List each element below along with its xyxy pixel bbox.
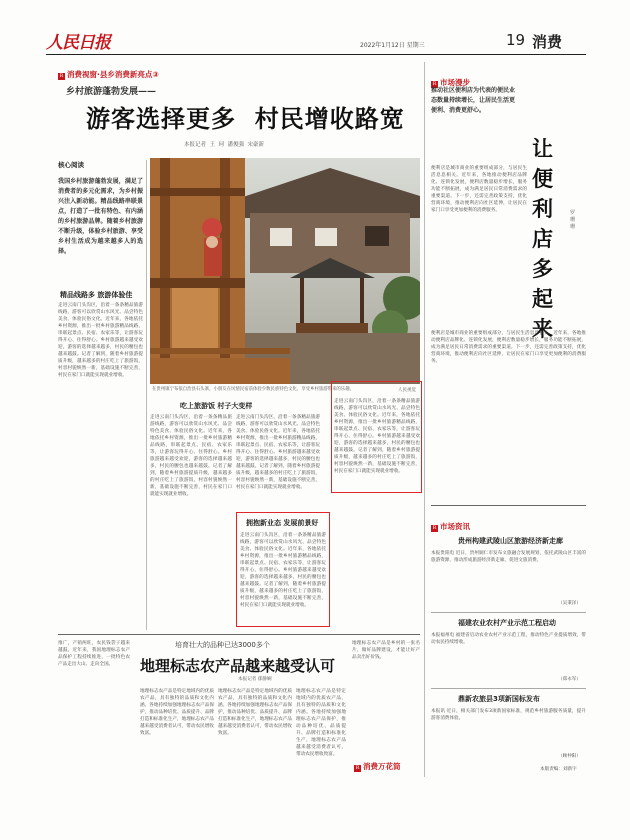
photo-credit: 人民视觉 [398, 388, 416, 393]
news2-title: 福建农业农村产业示范工程启动 [458, 619, 556, 627]
news3-text: 本报讯 近日，相关部门发布3项新国家标准，规范乡村旅游服务质量，提升游客消费体验。 [431, 709, 586, 721]
tag-square-icon: R [432, 525, 437, 531]
middle-column-1-text: 走进云南门头沟区，沿着一条条精品旅游线路，游客可以欣赏山水风光、品尝特色美食、体验民俗文化。近年来，各地依托乡村资源，推出一批乡村旅游精品线路，串联起景点、民宿、农家乐等，让游客玩得开心、住得舒心。乡村旅游越来越受欢迎，游客的选择越来越多，村民的腰包也越来越鼓。记者了解到，随着乡村旅游提质升级，越来越多的村庄吃上了旅游饭，村容村貌焕然一新，基础设施不断完善，村民在家门口就能实现就业增收。 [150, 415, 232, 497]
page-number: 19 [506, 31, 526, 49]
tag-square-icon: R [59, 73, 64, 79]
news1-author: （吴秉泽） [558, 601, 581, 606]
column-rule-right [424, 62, 425, 777]
bottom-body-1: 地理标志农产品是特定地域内的优质农产品，具有独特的品质和文化内涵。各地持续加强地理标志农产品保护，推动品种培优、品质提升、品牌打造和标准化生产，地理标志农产品越来越受消费者认可，带动农民增收致富。 [140, 689, 214, 736]
section-name: 消费 [532, 33, 563, 51]
middle-column-2-text: 走进云南门头沟区，沿着一条条精品旅游线路，游客可以欣赏山水风光、品尝特色美食、体验民俗文化。近年来，各地依托乡村资源，推出一批乡村旅游精品线路，串联起景点、民宿、农家乐等，让游客玩得开心、住得舒心。乡村旅游越来越受欢迎，游客的选择越来越多，村民的腰包也越来越鼓。记者了解到，随着乡村旅游提质升级，越来越多的村庄吃上了旅游饭，村容村貌焕然一新，基础设施不断完善，村民在家门口就能实现就业增收。 [236, 415, 320, 490]
subhead-routes: 精品线路多 旅游体验佳 [60, 291, 133, 299]
village-photo-illustration [150, 158, 420, 384]
news1-text: 本报贵阳电 近日，贵州铜仁市发布文旅融合发展规划，依托武陵山区丰富的旅游资源，推动形成旅游经济新走廊，促进文旅消费。 [431, 551, 586, 563]
main-photo [150, 158, 420, 384]
column-tag: R 消费视窗·县乡消费新亮点③ [59, 70, 159, 79]
story-headline: 游客选择更多 村民增收路宽 [86, 104, 405, 133]
market-tag: R 市场漫步 [432, 78, 470, 87]
subhead-tourism-income: 吃上旅游饭 村子大变样 [180, 402, 253, 410]
news1-title: 贵州构建武陵山区旅游经济新走廊 [458, 537, 563, 545]
vertical-title: 让便利店多起来 [532, 136, 553, 341]
bottom-right-text: 地理标志农产品是乡村的一张名片，做好品牌建设，才能让好产品卖出好价钱。 [352, 641, 420, 660]
bottom-section-rule [58, 634, 420, 635]
tag-square-icon: R [355, 765, 360, 771]
bottom-byline: 本报记者 郁静娴 [238, 677, 272, 682]
news2-text: 本报福州电 福建省启动农业农村产业示范工程，推动特色产业提质增效，带动农民持续增收。 [431, 633, 586, 645]
subhead-new-forms: 拥抱新业态 发展前景好 [246, 519, 319, 527]
news3-title: 鼎新农旅县3项新国标发布 [458, 695, 540, 703]
bottom-left-text: 推广，产销两旺，农民钱袋子越来越鼓。近年来，我国地理标志农产品保护工程持续推进，一批特色农产品走出大山、走向全国。 [58, 641, 130, 667]
bottom-right-tag: R 消费万花筒 [355, 762, 401, 771]
market-author: 罗珊珊 [570, 210, 576, 230]
masthead-date: 2022年1月12日 星期三 [360, 42, 425, 49]
news2-author: （郑永军） [558, 677, 581, 682]
bottom-body-2: 地理标志农产品是特定地域内的优质农产品，具有独特的品质和文化内涵。各地持续加强地理标志农产品保护，推动品种培优、品质提升、品牌打造和标准化生产，地理标志农产品越来越受消费者认可，带动农民增收致富。 [218, 689, 292, 736]
photo-caption: 在贵州镇宁布依自治县石头寨，小朋友在风情民宿前体验少数民族特色文化，享受乡村旅游带来的乐趣。 [152, 387, 354, 392]
masthead-logo: 人民日报 [46, 33, 110, 53]
core-reading-box [58, 160, 143, 280]
bottom-body-3: 地理标志农产品是特定地域内的优质农产品，具有独特的品质和文化内涵。各地持续加强地理标志农产品保护，推动品种培优、品质提升、品牌打造和标准化生产，地理标志农产品越来越受消费者认可，带动农民增收致富。 [296, 689, 346, 757]
news3-author: （顾仲阳） [558, 754, 581, 759]
bottom-kicker: 培育壮大的品种已达3000多个 [175, 641, 270, 649]
market-body-2: 便利店是城市商业的重要组成部分，与居民生活息息相关。近年来，各地推动便利店品牌化、连锁化发展，便利店数量稳步增长，服务功能不断拓展，成为满足居民日常消费需求的重要渠道。下一步，还需完善政策支持，优化营商环境，推动便利店向社区延伸，让居民在家门口享受更加便利的消费服务。 [431, 331, 586, 364]
news-divider-1 [431, 612, 586, 613]
left-column-text: 走进云南门头沟区，沿着一条条精品旅游线路，游客可以欣赏山水风光、品尝特色美食、体验民俗文化。近年来，各地依托乡村资源，推出一批乡村旅游精品线路，串联起景点、民宿、农家乐等，让游客玩得开心、住得舒心。乡村旅游越来越受欢迎，游客的选择越来越多，村民的腰包也越来越鼓。记者了解到，随着乡村旅游提质升级，越来越多的村庄吃上了旅游饭，村容村貌焕然一新，基础设施不断完善，村民在家门口就能实现就业增收。 [58, 303, 143, 378]
info-tag: R 市场资讯 [432, 522, 470, 531]
market-lead: 推动社区便利店为代表的便民业态数量持续增长，让居民生活更便利、消费更舒心。 [431, 87, 516, 114]
news-divider-2 [431, 688, 586, 689]
story-kicker: 乡村旅游蓬勃发展—— [66, 87, 157, 97]
middle-column-3-text: 走进云南门头沟区，沿着一条条精品旅游线路，游客可以欣赏山水风光、品尝特色美食、体验民俗文化。近年来，各地依托乡村资源，推出一批乡村旅游精品线路，串联起景点、民宿、农家乐等，让游客玩得开心、住得舒心。乡村旅游越来越受欢迎，游客的选择越来越多，村民的腰包也越来越鼓。记者了解到，随着乡村旅游提质升级，越来越多的村庄吃上了旅游饭，村容村貌焕然一新，基础设施不断完善，村民在家门口就能实现就业增收。 [334, 399, 420, 474]
highlight-box-text: 走进云南门头沟区，沿着一条条精品旅游线路，游客可以欣赏山水风光、品尝特色美食、体验民俗文化。近年来，各地依托乡村资源，推出一批乡村旅游精品线路，串联起景点、民宿、农家乐等，让游客玩得开心、住得舒心。乡村旅游越来越受欢迎，游客的选择越来越多，村民的腰包也越来越鼓。记者了解到，随着乡村旅游提质升级，越来越多的村庄吃上了旅游饭，村容村貌焕然一新，基础设施不断完善，村民在家门口就能实现就业增收。 [240, 533, 326, 608]
tag-square-icon: R [432, 81, 437, 87]
column-rule-left [146, 160, 147, 630]
core-reading-text: 我国乡村旅游蓬勃发展，满足了消费者的多元化需求，为乡村振兴注入新动能。精品线路串联景点，打造了一批有特色、有内涵的乡村旅游品牌。随着乡村旅游不断升级，体验乡村旅游、享受乡村生活成为越来越多人的选择。 [58, 178, 143, 255]
core-reading-title: 核心阅读 [58, 161, 84, 169]
masthead-rule [46, 54, 586, 55]
page-editor: 本版责编：刘新宇 [540, 767, 577, 772]
story-byline: 本报记者 王 珂 潘俊强 宋豪新 [184, 142, 264, 148]
highlight-box-growth [331, 381, 422, 493]
market-body-1: 便利店是城市商业的重要组成部分，与居民生活息息相关。近年来，各地推动便利店品牌化、连锁化发展，便利店数量稳步增长，服务功能不断拓展，成为满足居民日常消费需求的重要渠道。下一步，还需完善政策支持，优化营商环境，推动便利店向社区延伸，让居民在家门口享受更加便利的消费服务。 [431, 166, 527, 213]
market-divider [431, 505, 586, 506]
bottom-headline: 地理标志农产品越来越受认可 [140, 657, 336, 675]
